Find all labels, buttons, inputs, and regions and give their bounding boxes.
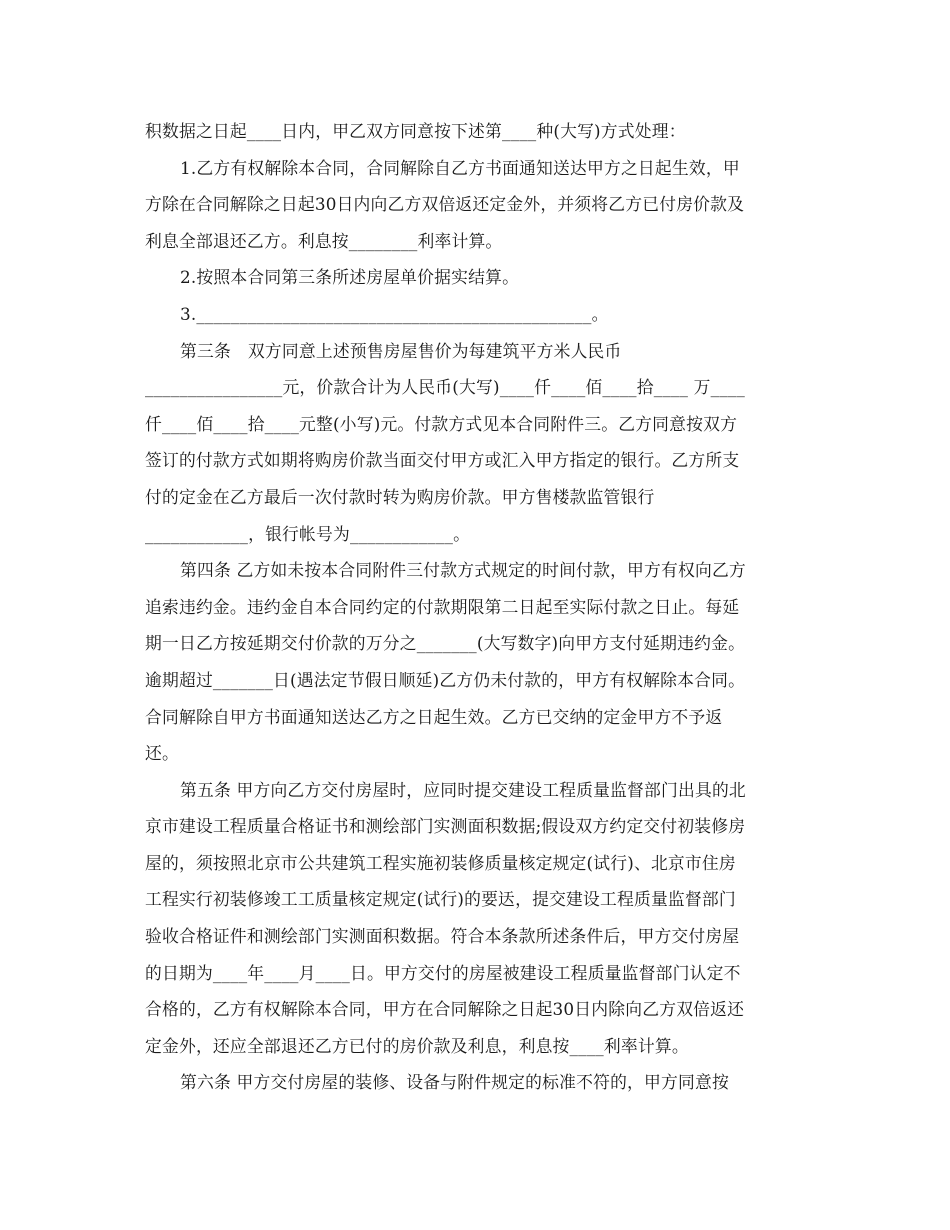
article-4-heading-line: 第四条 乙方如未按本合同附件三付款方式规定的时间付款，甲方有权向乙方 [180,560,746,581]
text-line: 京市建设工程质量合格证书和测绘部门实测面积数据;假设双方约定交付初装修房 [145,816,746,837]
text-line: 的日期为____年____月____日。甲方交付的房屋被建设工程质量监督部门认定不 [145,962,741,983]
article-6-heading-line: 第六条 甲方交付房屋的装修、设备与附件规定的标准不符的，甲方同意按 [180,1072,729,1093]
text-line: 签订的付款方式如期将购房价款当面交付甲方或汇入甲方指定的银行。乙方所支 [145,450,740,471]
article-5-heading-line: 第五条 甲方向乙方交付房屋时，应同时提交建设工程质量监督部门出具的北 [180,779,746,800]
text-line: 验收合格证件和测绘部门实测面积数据。符合本条款所述条件后，甲方交付房屋 [145,926,740,947]
text-line: 逾期超过_______日(遇法定节假日顺延)乙方仍未付款的，甲方有权解除本合同。 [145,669,746,690]
text-line: 定金外，还应全部退还乙方已付的房价款及利息，利息按____利率计算。 [145,1035,689,1056]
text-line: 积数据之日起____日内，甲乙双方同意按下述第____种(大写)方式处理： [145,121,686,141]
article-3-heading-line: 第三条 双方同意上述预售房屋售价为每建筑平方米人民币 [180,340,622,361]
text-line: 合同解除自甲方书面通知送达乙方之日起生效。乙方已交纳的定金甲方不予返 [145,706,723,727]
text-line: 利息全部退还乙方。利息按________利率计算。 [145,230,503,251]
text-line: 期一日乙方按延期交付价款的万分之_______(大写数字)向甲方支付延期违约金。 [145,633,746,654]
text-line: ____________，银行帐号为____________。 [145,523,471,544]
text-line: 合格的，乙方有权解除本合同，甲方在合同解除之日起30日内除向乙方双倍返还 [145,999,745,1020]
text-line: 方除在合同解除之日起30日内向乙方双倍返还定金外，并须将乙方已付房价款及 [145,194,745,215]
text-line: 2.按照本合同第三条所述房屋单价据实结算。 [180,267,520,288]
text-line: 付的定金在乙方最后一次付款时转为购房价款。甲方售楼款监管银行 [145,486,655,507]
text-line: 屋的，须按照北京市公共建筑工程实施初装修质量核定规定(试行)、北京市住房 [145,852,736,873]
text-line: 1.乙方有权解除本合同，合同解除自乙方书面通知送达甲方之日起生效，甲 [180,157,740,178]
text-line: 工程实行初装修竣工工质量核定规定(试行)的要迗，提交建设工程质量监督部门 [145,889,736,910]
document-page [145,113,810,1101]
text-line: ________________元，价款合计为人民币(大写)____仟____佰____拾____ 万____ [145,377,745,398]
text-line: 还。 [145,743,179,764]
text-line: 3.______________________________________________。 [180,303,609,324]
text-line: 追索违约金。违约金自本合同约定的付款期限第二日起至实际付款之日止。每延 [145,596,740,617]
text-line: 仟____佰____拾____元整(小写)元。付款方式见本合同附件三。乙方同意按双方 [145,413,738,434]
